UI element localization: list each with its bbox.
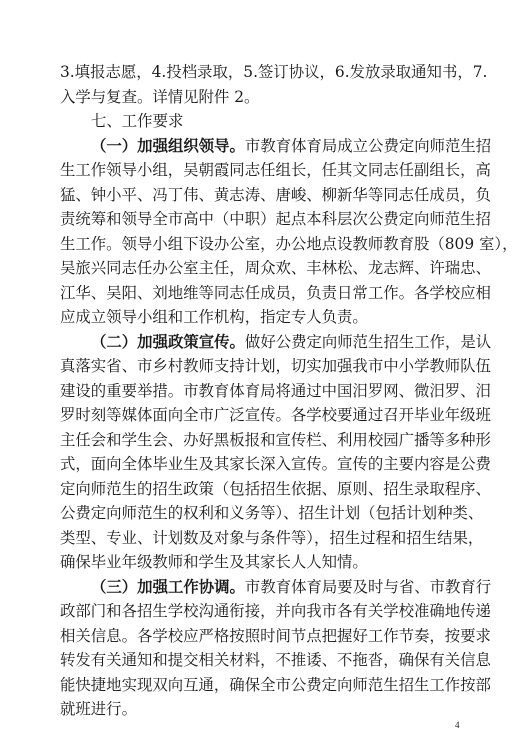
- subheading-3: （三）加强工作协调。: [91, 578, 245, 596]
- text-line: 就班进行。: [60, 700, 137, 718]
- section-heading: 七、工作要求: [91, 112, 184, 130]
- text-line: 江华、吴阳、刘地维等同志任成员，负责日常工作。各学校应相: [60, 284, 491, 302]
- subheading-1: （一）加强组织领导。: [91, 137, 245, 155]
- text-line: 政部门和各招生学校沟通衔接，并向我市各有关学校准确地传递: [60, 602, 491, 620]
- text-line: 式，面向全体毕业生及其家长深入宣传。宣传的主要内容是公费: [60, 455, 491, 473]
- text-line: 生工作。领导小组下设办公室，办公地点设教师教育股（809 室），: [60, 235, 518, 253]
- text-line: 责统筹和领导全市高中（中职）起点本科层次公费定向师范生招: [60, 210, 491, 228]
- paragraph-2-first-line: [91, 332, 492, 352]
- text-line: 罗时刻等媒体面向全市广泛宣传。各学校要通过召开毕业年级班: [60, 406, 491, 424]
- text-line: 类型、专业、计划数及对象与条件等），招生过程和招生结果，: [60, 529, 484, 547]
- text-line: 生工作领导小组，吴朝霞同志任组长，任其文同志任副组长，高: [60, 161, 491, 179]
- page-number: 4: [455, 720, 460, 730]
- text-line: 能快捷地实现双向互通，确保全市公费定向师范生招生工作按部: [60, 676, 491, 694]
- paragraph-3-first-line: [91, 577, 492, 597]
- subheading-2: （二）加强政策宣传。: [91, 333, 245, 351]
- text-line: 公费定向师范生的权利和义务等）、招生计划（包括计划种类、: [60, 504, 484, 522]
- text-line: 3.填报志愿，4.投档录取，5.签订协议，6.发放录取通知书，7.: [60, 63, 488, 81]
- text-line: 真落实省、市乡村教师支持计划，切实加强我市中小学教师队伍: [60, 357, 491, 375]
- text-line: 应成立领导小组和工作机构，指定专人负责。: [60, 308, 368, 326]
- text-line: 确保毕业年级教师和学生及其家长人人知情。: [60, 553, 368, 571]
- text-line: 吴旅兴同志任办公室主任，周众欢、丰林松、龙志辉、许瑞忠、: [60, 259, 491, 277]
- text-span: 市教育体育局要及时与省、市教育行: [244, 578, 492, 596]
- text-line: 猛、钟小平、冯丁伟、黄志涛、唐峻、柳新华等同志任成员，负: [60, 186, 491, 204]
- text-line: 定向师范生的招生政策（包括招生依据、原则、招生录取程序、: [60, 480, 491, 498]
- text-span: 市教育体育局成立公费定向师范生招: [244, 137, 492, 155]
- text-span: 做好公费定向师范生招生工作，是认: [244, 333, 492, 351]
- text-line: 主任会和学生会、办好黑板报和宣传栏、利用校园广播等多种形: [60, 431, 491, 449]
- text-line: 转发有关通知和提交相关材料，不推诿、不拖沓，确保有关信息: [60, 651, 491, 669]
- paragraph-1-first-line: [91, 136, 492, 156]
- text-line: 入学与复查。详情见附件 2。: [60, 88, 260, 106]
- text-line: 相关信息。各学校应严格按照时间节点把握好工作节奏，按要求: [60, 627, 491, 645]
- text-line: 建设的重要举措。市教育体育局将通过中国汨罗网、微汨罗、汨: [60, 382, 491, 400]
